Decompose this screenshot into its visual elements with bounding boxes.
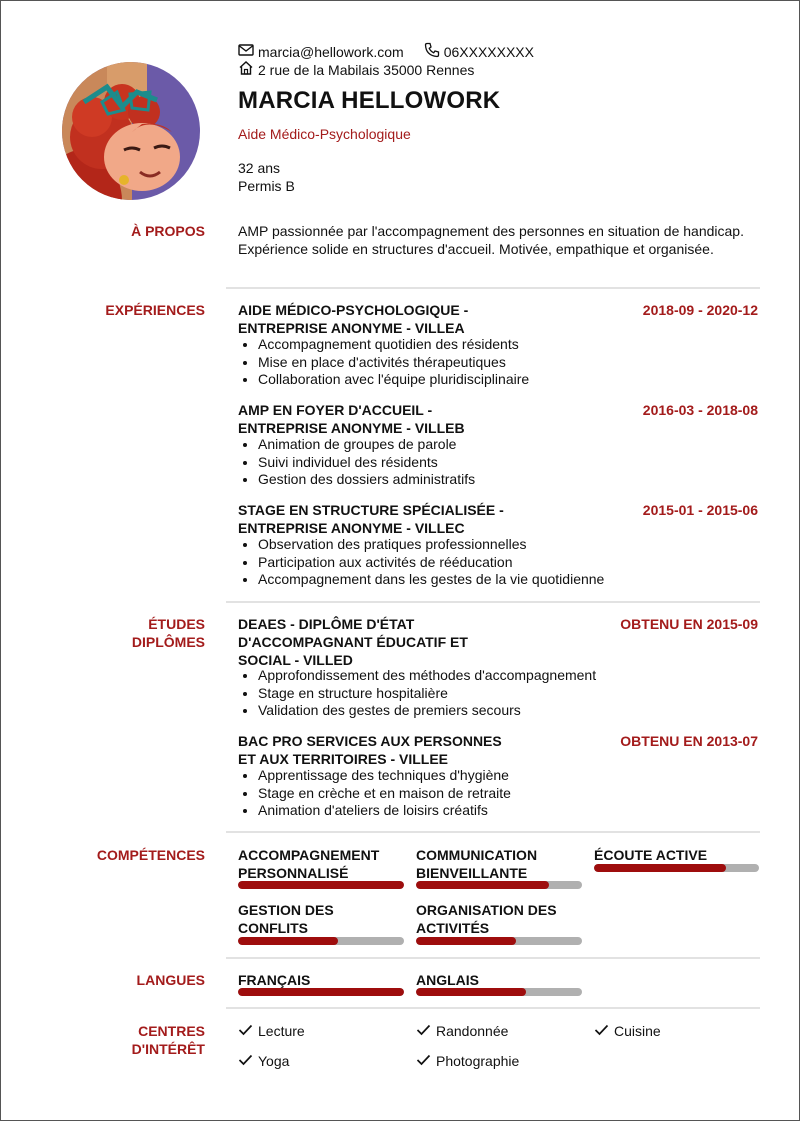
- skills-label: COMPÉTENCES: [96, 847, 205, 863]
- checkmark-icon: [416, 1052, 431, 1070]
- interest-item: [416, 1052, 519, 1070]
- age: 32 ans: [238, 160, 281, 176]
- skill-level-fill: [238, 937, 338, 945]
- avatar-illustration: [62, 62, 200, 200]
- interest-label: Randonnée: [436, 1023, 509, 1039]
- languages-label: LANGUES: [136, 972, 205, 988]
- skill-level-bar: [416, 937, 582, 945]
- education-dates: OBTENU EN 2013-07: [620, 733, 758, 749]
- checkmark-icon: [416, 1022, 431, 1040]
- list-item: • Suivi individuel des résidents: [258, 454, 475, 472]
- education-bullets: [238, 767, 511, 820]
- skill-level-bar: [416, 881, 582, 889]
- skill-name: COMMUNICATION BIENVEILLANTE: [416, 847, 538, 881]
- skill-level-fill: [416, 881, 549, 889]
- interest-label: Cuisine: [614, 1023, 661, 1039]
- list-item: • Animation d'ateliers de loisirs créatifs: [258, 802, 511, 820]
- education-title: BAC PRO SERVICES AUX PERSONNES ET AUX TERRITOIRES - VILLEE: [238, 733, 502, 767]
- skill-name: ACCOMPAGNEMENT PERSONNALISÉ: [238, 847, 380, 881]
- section-divider: [226, 957, 760, 959]
- experience-title: AIDE MÉDICO-PSYCHOLOGIQUE - ENTREPRISE ANONYME - VILLEA: [238, 302, 469, 336]
- language-name: FRANÇAIS: [238, 972, 311, 988]
- section-divider: [226, 287, 760, 289]
- list-item: • Animation de groupes de parole: [258, 436, 475, 454]
- list-item: • Mise en place d'activités thérapeutiques: [258, 354, 529, 372]
- checkmark-icon: [238, 1022, 253, 1040]
- education-dates: OBTENU EN 2015-09: [620, 616, 758, 632]
- experience-bullets: [238, 536, 604, 589]
- checkmark-icon: [594, 1022, 609, 1040]
- phone-icon: [424, 42, 440, 62]
- experience-dates: 2015-01 - 2015-06: [642, 502, 758, 518]
- phone-text[interactable]: 06XXXXXXXX: [443, 44, 534, 60]
- experience-title: AMP EN FOYER D'ACCUEIL - ENTREPRISE ANONYME - VILLEB: [238, 402, 465, 436]
- skill-level-bar: [238, 881, 404, 889]
- address-text: 2 rue de la Mabilais 35000 Rennes: [258, 62, 475, 78]
- section-divider: [226, 1007, 760, 1009]
- experience-bullets: [238, 336, 529, 389]
- language-level-bar: [238, 988, 404, 996]
- list-item: • Participation aux activités de rééducation: [258, 554, 604, 572]
- experience-title: STAGE EN STRUCTURE SPÉCIALISÉE - ENTREPRISE ANONYME - VILLEC: [238, 502, 504, 536]
- interest-label: Yoga: [258, 1053, 290, 1069]
- interest-item: [594, 1022, 661, 1040]
- experience-bullets: [238, 436, 475, 489]
- skill-level-fill: [238, 881, 404, 889]
- address-line: [238, 60, 474, 80]
- list-item: • Observation des pratiques professionnelles: [258, 536, 604, 554]
- list-item: • Approfondissement des méthodes d'accompagnement: [258, 667, 596, 685]
- interest-item: [416, 1022, 508, 1040]
- list-item: • Accompagnement quotidien des résidents: [258, 336, 529, 354]
- list-item: • Validation des gestes de premiers secours: [258, 702, 596, 720]
- home-icon: [238, 60, 254, 80]
- list-item: • Gestion des dossiers administratifs: [258, 471, 475, 489]
- language-level-fill: [238, 988, 404, 996]
- section-divider: [226, 831, 760, 833]
- checkmark-icon: [238, 1052, 253, 1070]
- skill-name: GESTION DES CONFLITS: [238, 902, 334, 936]
- contact-line: [238, 42, 534, 62]
- list-item: • Stage en structure hospitalière: [258, 685, 596, 703]
- language-level-bar: [416, 988, 582, 996]
- skill-level-bar: [238, 937, 404, 945]
- list-item: • Collaboration avec l'équipe pluridisciplinaire: [258, 371, 529, 389]
- full-name: MARCIA HELLOWORK: [238, 87, 501, 114]
- education-title: DEAES - DIPLÔME D'ÉTAT D'ACCOMPAGNANT ÉDUCATIF ET SOCIAL - VILLED: [238, 616, 468, 668]
- envelope-icon: [238, 43, 254, 61]
- email-text[interactable]: marcia@hellowork.com: [258, 44, 404, 60]
- about-label: À PROPOS: [131, 223, 205, 239]
- driving-license: Permis B: [238, 178, 295, 194]
- skill-name: ÉCOUTE ACTIVE: [594, 847, 708, 863]
- language-name: ANGLAIS: [416, 972, 479, 988]
- skill-level-bar: [594, 864, 759, 872]
- profile-photo: [62, 62, 200, 200]
- skill-name: ORGANISATION DES ACTIVITÉS: [416, 902, 557, 936]
- about-text: AMP passionnée par l'accompagnement des personnes en situation de handicap. Expérience solide en structures d'accueil. Motivée, empathique et organisée.: [238, 223, 744, 257]
- education-bullets: [238, 667, 596, 720]
- skill-level-fill: [416, 937, 516, 945]
- interest-label: Photographie: [436, 1053, 520, 1069]
- experiences-label: EXPÉRIENCES: [105, 302, 205, 318]
- section-divider: [226, 601, 760, 603]
- interest-item: [238, 1052, 289, 1070]
- list-item: • Accompagnement dans les gestes de la vie quotidienne: [258, 571, 604, 589]
- job-title: Aide Médico-Psychologique: [238, 126, 411, 142]
- skill-level-fill: [594, 864, 726, 872]
- interests-label: CENTRES D'INTÉRÊT: [131, 1023, 205, 1057]
- experience-dates: 2018-09 - 2020-12: [642, 302, 758, 318]
- list-item: • Stage en crèche et en maison de retraite: [258, 785, 511, 803]
- language-level-fill: [416, 988, 526, 996]
- experience-dates: 2016-03 - 2018-08: [642, 402, 758, 418]
- interest-label: Lecture: [258, 1023, 305, 1039]
- education-label: ÉTUDES DIPLÔMES: [131, 616, 205, 650]
- list-item: • Apprentissage des techniques d'hygiène: [258, 767, 511, 785]
- interest-item: [238, 1022, 305, 1040]
